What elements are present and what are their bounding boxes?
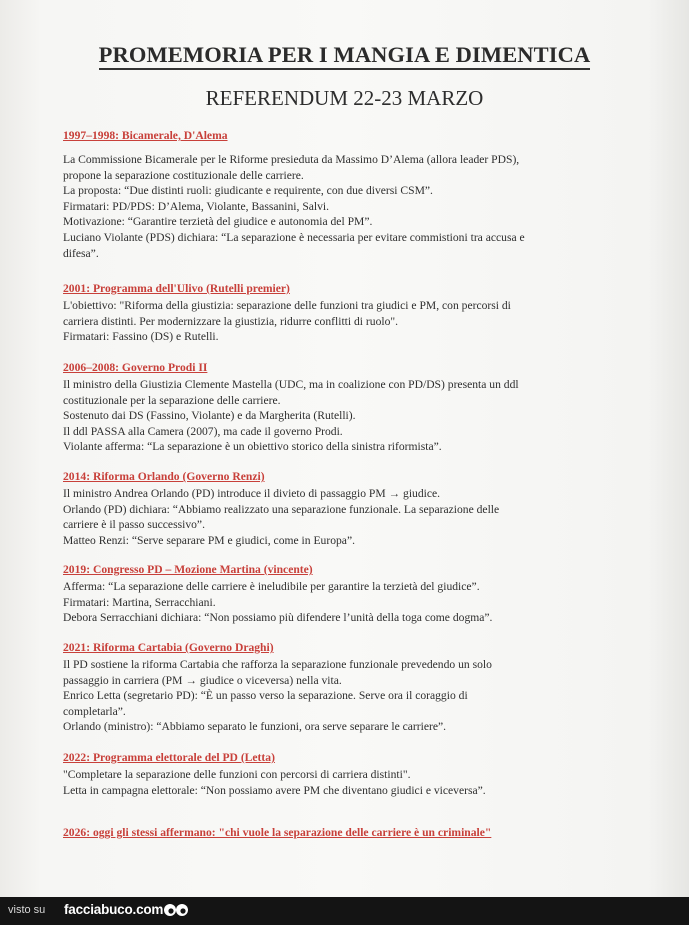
- section-line: "Completare la separazione delle funzioni con percorsi di carriera distinti".: [63, 768, 411, 781]
- section-line: Motivazione: “Garantire terzietà del giudice e autonomia del PM”.: [63, 215, 373, 229]
- section-line: Debora Serracchiani dichiara: “Non possiamo più difendere l’unità della toga come dogma”.: [63, 611, 493, 625]
- section-line: propone la separazione costituzionale delle carriere.: [63, 168, 304, 182]
- section-heading: 2022: Programma elettorale del PD (Letta): [63, 751, 275, 764]
- section-heading: 2021: Riforma Cartabia (Governo Draghi): [63, 641, 274, 654]
- section-2006-2008: [63, 360, 623, 455]
- section-line: completarla”.: [63, 704, 126, 718]
- section-2001: [63, 281, 623, 345]
- section-line: carriera distinti. Per modernizzare la giustizia, ridurre conflitti di ruolo".: [63, 314, 399, 328]
- section-line: Luciano Violante (PDS) dichiara: “La separazione è necessaria per evitare commistioni tra accusa e: [63, 230, 525, 244]
- section-line: Sostenuto dai DS (Fassino, Violante) e da Margherita (Rutelli).: [63, 409, 356, 423]
- section-line: L'obiettivo: "Riforma della giustizia: separazione delle funzioni tra giudici e PM, con percorsi di: [63, 299, 511, 312]
- section-2021: [63, 640, 623, 735]
- section-2022: [63, 750, 623, 798]
- eyes-icon: [163, 902, 189, 918]
- section-line: Firmatari: Fassino (DS) e Rutelli.: [63, 330, 219, 344]
- section-line: Afferma: “La separazione delle carriere è ineludibile per garantire la terzietà del giudice”.: [63, 580, 480, 593]
- section-1997-1998: [63, 128, 623, 261]
- section-heading: 2019: Congresso PD – Mozione Martina (vincente): [63, 563, 313, 576]
- section-line: Violante afferma: “La separazione è un obiettivo storico della sinistra riformista”.: [63, 440, 442, 454]
- section-line: Il ministro Andrea Orlando (PD) introduce il divieto di passaggio PM → giudice.: [63, 487, 441, 500]
- section-2014: [63, 469, 623, 548]
- section-line: Matteo Renzi: “Serve separare PM e giudici, come in Europa”.: [63, 533, 355, 547]
- section-line: passaggio in carriera (PM → giudice o viceversa) nella vita.: [63, 673, 342, 687]
- section-line: difesa”.: [63, 246, 99, 260]
- section-line: Orlando (ministro): “Abbiamo separato le funzioni, ora serve separare le carriere”.: [63, 720, 447, 734]
- section-line: costituzionale per la separazione delle carriere.: [63, 393, 281, 407]
- section-line: Firmatari: PD/PDS: D’Alema, Violante, Bassanini, Salvi.: [63, 199, 330, 213]
- watermark-footer: [0, 897, 689, 925]
- footer-brand-link[interactable]: facciabuco.com: [64, 902, 164, 917]
- final-note: 2026: oggi gli stessi affermano: "chi vuole la separazione delle carriere è un criminale": [63, 826, 492, 839]
- section-heading: 2014: Riforma Orlando (Governo Renzi): [63, 470, 265, 483]
- section-line: Firmatari: Martina, Serracchiani.: [63, 595, 216, 609]
- document-title: PROMEMORIA PER I MANGIA E DIMENTICA: [0, 42, 689, 68]
- section-heading: 1997–1998: Bicamerale, D'Alema: [63, 129, 228, 142]
- section-line: Il PD sostiene la riforma Cartabia che rafforza la separazione funzionale prevedendo un solo: [63, 658, 492, 671]
- section-line: Orlando (PD) dichiara: “Abbiamo realizzato una separazione funzionale. La separazione delle: [63, 502, 500, 516]
- section-heading: 2006–2008: Governo Prodi II: [63, 361, 208, 374]
- section-heading: 2001: Programma dell'Ulivo (Rutelli premier): [63, 282, 290, 295]
- section-line: La proposta: “Due distinti ruoli: giudicante e requirente, con due diversi CSM”.: [63, 184, 433, 198]
- section-line: La Commissione Bicamerale per le Riforme presieduta da Massimo D’Alema (allora leader PDS),: [63, 153, 520, 166]
- footer-visto-label: visto su: [8, 904, 46, 916]
- section-line: Letta in campagna elettorale: “Non possiamo avere PM che diventano giudici e viceversa”.: [63, 783, 486, 797]
- section-line: Il ddl PASSA alla Camera (2007), ma cade il governo Prodi.: [63, 424, 343, 438]
- section-2019: [63, 562, 623, 626]
- section-line: carriere è il passo successivo”.: [63, 518, 205, 532]
- section-line: Il ministro della Giustizia Clemente Mastella (UDC, ma in coalizione con PD/DS) presenta un ddl: [63, 378, 519, 391]
- document-subtitle: REFERENDUM 22-23 MARZO: [205, 86, 484, 110]
- section-line: Enrico Letta (segretario PD): “È un passo verso la separazione. Serve ora il coraggio di: [63, 689, 468, 703]
